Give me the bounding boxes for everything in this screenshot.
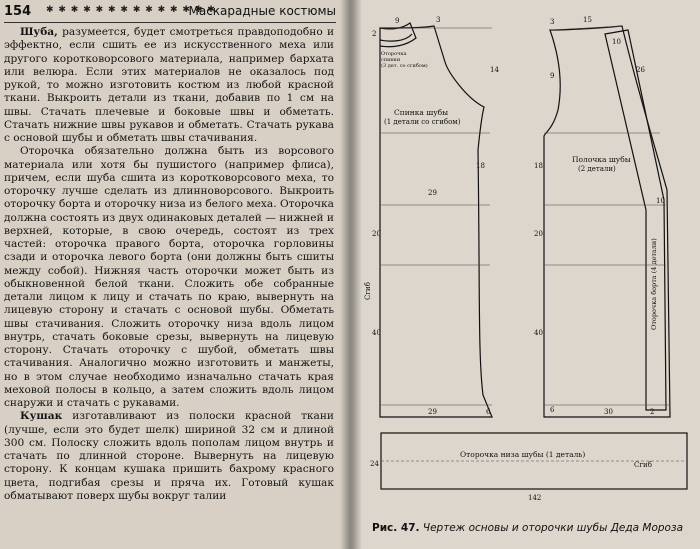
front-dim-10-right: 10 (656, 197, 665, 205)
pattern-drawing (350, 0, 700, 549)
front-dim-10-top: 10 (612, 38, 621, 46)
back-dim-9: 9 (395, 17, 400, 25)
back-fold-label: Сгиб (364, 282, 372, 300)
page-header (4, 4, 336, 23)
front-dim-6: 6 (550, 406, 555, 414)
decorative-stars: ✱ ✱ ✱ ✱ ✱ ✱ ✱ ✱ ✱ ✱ ✱ ✱ ✱ ✱ (46, 5, 216, 15)
front-band-outline (605, 30, 666, 410)
front-dim-26: 26 (636, 66, 645, 74)
front-band-label: Оторочка борта (4 детали) (650, 238, 658, 330)
back-dim-29-bottom: 29 (428, 408, 437, 416)
front-dim-40: 40 (534, 329, 543, 337)
back-dim-29-mid: 29 (428, 189, 437, 197)
paragraph-coat (4, 26, 334, 145)
term-sash: Кушак (20, 410, 63, 423)
front-dim-9: 9 (550, 72, 555, 80)
back-dim-2: 2 (372, 30, 377, 38)
back-label-2: (1 детали со сгибом) (384, 118, 461, 126)
back-dim-18: 18 (476, 162, 485, 170)
front-dim-15: 15 (583, 16, 592, 24)
paragraph-sash-text: изготавливают из полоски красной ткани (лучше, если это будет шелк) шириной 32 см и длиной 300 см. Полоску сложить вдоль пополам лицом внутрь и стачать по длинной стороне. Вывернуть на лицевую сторону. К концам кушака пришить бахрому красного цвета, подгибая срезы и пряча их. Готовый кушак обматывают поверх шубы вокруг талии (4, 410, 334, 502)
front-dim-30: 30 (604, 408, 613, 416)
front-dim-20: 20 (534, 230, 543, 238)
hem-dim-24: 24 (370, 460, 379, 468)
page-number: 154 (4, 4, 32, 19)
back-collar-note-3: (3 дет. со сгибом) (381, 63, 428, 69)
back-piece-outline (380, 26, 492, 417)
back-collar-note-1: Оторочка (381, 51, 407, 57)
book-gutter (340, 0, 362, 549)
back-dim-40: 40 (372, 329, 381, 337)
back-neckline (380, 34, 412, 41)
hem-label: Оторочка низа шубы (1 деталь) (460, 450, 586, 459)
front-piece-outline (544, 26, 670, 417)
right-page (350, 0, 700, 549)
hem-dim-142: 142 (528, 494, 542, 502)
back-dim-6: 6 (486, 408, 491, 416)
running-title: Маскарадные костюмы (188, 4, 336, 18)
back-dim-20: 20 (372, 230, 381, 238)
figure-number: Рис. 47. (372, 522, 420, 534)
back-dim-3: 3 (436, 16, 441, 24)
front-label-1: Полочка шубы (572, 155, 631, 164)
figure-caption (372, 522, 698, 534)
back-dim-14: 14 (490, 66, 499, 74)
paragraph-trim: Оторочка обязательно должна быть из ворсового материала или хотя бы пушистого (например флиса), причем, если шуба сшита из коротковорсового меха, то оторочку лучше сделать из длинноворсового. Выкроить оторочку борта и оторочку низа из белого меха. Оторочка должна состоять из двух одинаковых деталей — нижней и верхней, которые, в свою очередь, состоят из трех частей: оторочка правого борта, оторочка горловины сзади и оторочка левого борта (они должны быть сшиты между собой). Нижняя часть оторочки может быть из обыкновенной белой ткани. Сложить обе собранные детали лицом к лицу и стачать по краю, вывернуть на лицевую сторону и стачать с основой шубы. Обметать швы стачивания. Сложить оторочку низа вдоль лицом внутрь, стачать боковые срезы, вывернуть на лицевую сторону. Стачать оторочку с шубой, обметать швы стачивания. Аналогично можно изготовить и манжеты, но в этом случае необходимо изначально стачать края меховой полосы в кольцо, а затем сложить вдоль лицом снаружи и стачать с рукавами. (4, 145, 334, 409)
front-dim-18: 18 (534, 162, 543, 170)
paragraph-sash (4, 410, 334, 503)
front-label-2: (2 детали) (578, 165, 616, 173)
back-collar-note-2: спинки (381, 57, 401, 63)
figure-caption-text: Чертеж основы и оторочки шубы Деда Мороза (419, 522, 684, 534)
front-dim-2: 2 (650, 408, 655, 416)
paragraph-coat-text: разумеется, будет смотреться правдоподобно и эффектно, если сшить ее из искусственного меха или другого коротковорсового материала, например бархата или велюра. Если этих материалов не оказалось под рукой, то можно изготовить костюм из любой красной ткани. Выкроить детали из ткани, добавив по 1 см на швы. Стачать плечевые и боковые швы и обметать. Стачать нижние швы рукавов и обметать. Стачать рукава с основой шубы и обметать швы стачивания. (4, 26, 334, 144)
hem-fold-label: Сгиб (634, 461, 652, 469)
front-dim-3: 3 (550, 18, 555, 26)
body-text (4, 26, 334, 503)
term-coat: Шуба, (20, 26, 58, 38)
back-label-1: Спинка шубы (394, 108, 449, 117)
